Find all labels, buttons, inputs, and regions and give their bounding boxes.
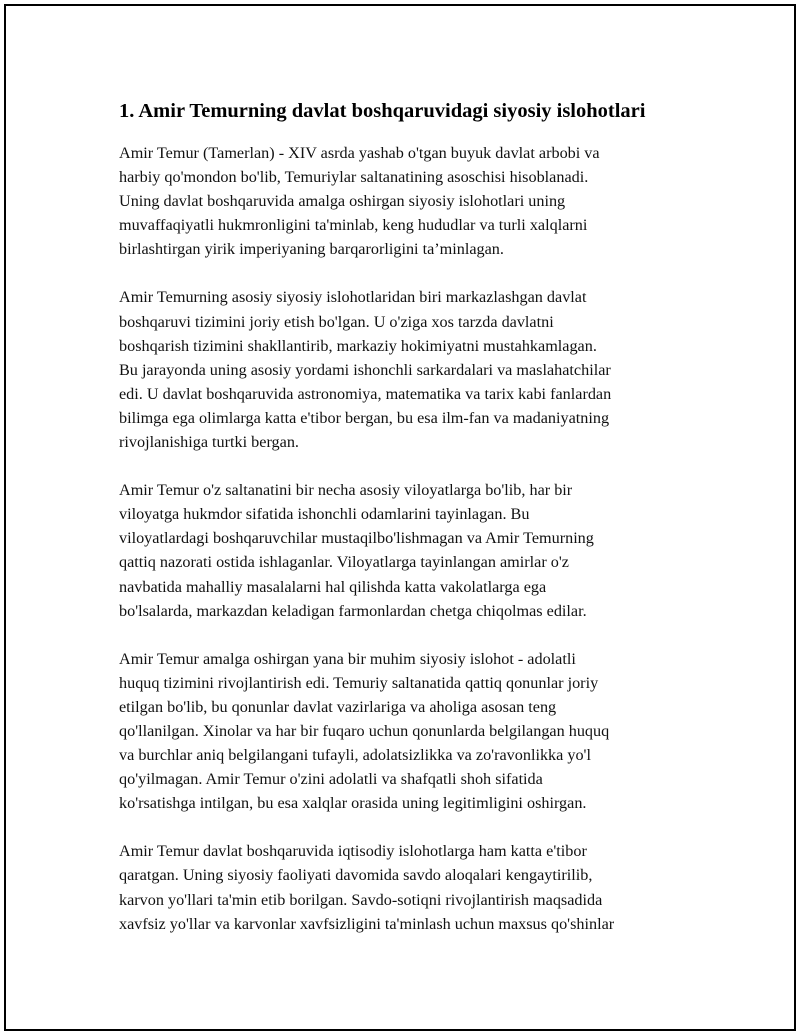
document-title: 1. Amir Temurning davlat boshqaruvidagi siyosiy islohotlari — [119, 100, 646, 122]
paragraph-line: boshqaruvi tizimini joriy etish bo'lgan. U o'ziga xos tarzda davlatni — [119, 312, 554, 331]
paragraph-line: qo'yilmagan. Amir Temur o'zini adolatli va shafqatli shoh sifatida — [119, 770, 543, 789]
paragraph-line: Amir Temur davlat boshqaruvida iqtisodiy islohotlarga ham katta e'tibor — [119, 842, 587, 861]
paragraph-line: rivojlanishiga turtki bergan. — [119, 433, 299, 452]
paragraph-line: Amir Temur amalga oshirgan yana bir muhim siyosiy islohot - adolatli — [119, 649, 576, 668]
paragraph-line: bilimga ega olimlarga katta e'tibor bergan, bu esa ilm-fan va madaniyatning — [119, 408, 610, 427]
paragraph-line: navbatida mahalliy masalalarni hal qilishda katta vakolatlarga ega — [119, 577, 547, 596]
paragraph-line: karvon yo'llari ta'min etib borilgan. Savdo-sotiqni rivojlantirish maqsadida — [119, 890, 603, 909]
paragraph-line: harbiy qo'mondon bo'lib, Temuriylar saltanatining asoschisi hisoblanadi. — [119, 168, 589, 187]
paragraph-line: Uning davlat boshqaruvida amalga oshirgan siyosiy islohotlari uning — [119, 192, 566, 211]
paragraph — [119, 647, 699, 816]
paragraph-line: Amir Temur o'z saltanatini bir necha asosiy viloyatlarga bo'lib, har bir — [119, 481, 573, 500]
paragraph-line: qaratgan. Uning siyosiy faoliyati davomida savdo aloqalari kengaytirilib, — [119, 866, 593, 885]
paragraph-line: huquq tizimini rivojlantirish edi. Temuriy saltanatida qattiq qonunlar joriy — [119, 673, 599, 692]
paragraph-line: Amir Temurning asosiy siyosiy islohotlaridan biri markazlashgan davlat — [119, 288, 587, 307]
paragraph — [119, 839, 699, 935]
paragraph-line: qattiq nazorati ostida ishlaganlar. Viloyatlarga tayinlangan amirlar o'z — [119, 553, 569, 572]
paragraph — [119, 478, 699, 623]
paragraph-line: ko'rsatishga intilgan, bu esa xalqlar orasida uning legitimligini oshirgan. — [119, 794, 587, 813]
paragraph-list — [119, 141, 699, 936]
paragraph-line: Bu jarayonda uning asosiy yordami ishonchli sarkardalari va maslahatchilar — [119, 360, 611, 379]
paragraph-line: xavfsiz yo'llar va karvonlar xavfsizligini ta'minlash uchun maxsus qo'shinlar — [119, 914, 615, 933]
paragraph-line: etilgan bo'lib, bu qonunlar davlat vazirlariga va aholiga asosan teng — [119, 697, 557, 716]
paragraph-line: viloyatlardagi boshqaruvchilar mustaqilbo'lishmagan va Amir Temurning — [119, 529, 594, 548]
paragraph — [119, 141, 699, 261]
paragraph-line: va burchlar aniq belgilangani tufayli, adolatsizlikka va zo'ravonlikka yo'l — [119, 746, 591, 765]
paragraph-line: edi. U davlat boshqaruvida astronomiya, matematika va tarix kabi fanlardan — [119, 384, 612, 403]
paragraph-line: boshqarish tizimini shakllantirib, markaziy hokimiyatni mustahkamlagan. — [119, 336, 597, 355]
paragraph — [119, 285, 699, 454]
paragraph-line: bo'lsalarda, markazdan keladigan farmonlardan chetga chiqolmas edilar. — [119, 601, 587, 620]
paragraph-line: birlashtirgan yirik imperiyaning barqarorligini ta’minlagan. — [119, 240, 504, 259]
paragraph-line: viloyatga hukmdor sifatida ishonchli odamlarini tayinlagan. Bu — [119, 505, 530, 524]
paragraph-line: Amir Temur (Tamerlan) - XIV asrda yashab o'tgan buyuk davlat arbobi va — [119, 144, 600, 162]
paragraph-line: muvaffaqiyatli hukmronligini ta'minlab, keng hududlar va turli xalqlarni — [119, 216, 588, 235]
document-page — [4, 4, 796, 1031]
document-body — [119, 94, 699, 960]
paragraph-line: qo'llanilgan. Xinolar va har bir fuqaro uchun qonunlarda belgilangan huquq — [119, 721, 610, 740]
